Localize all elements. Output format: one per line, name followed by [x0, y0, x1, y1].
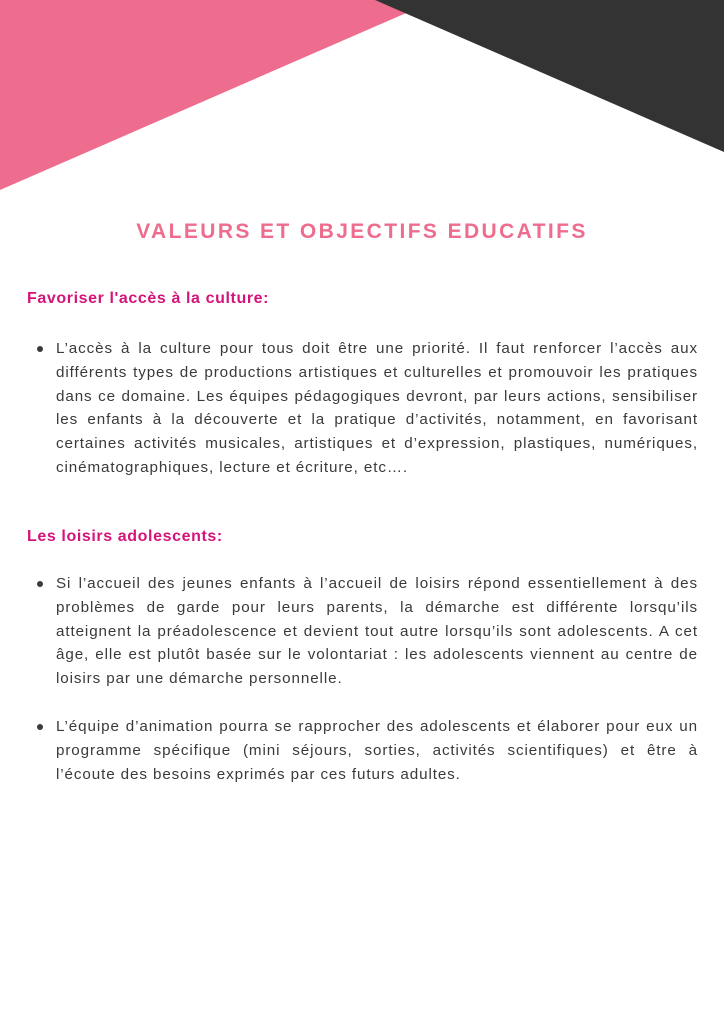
- list-item: [33, 337, 698, 480]
- adolescents-bullet-list: [33, 572, 698, 691]
- bullet-text: L’équipe d’animation pourra se rapprocher des adolescents et élaborer pour eux un programme spécifique (mini séjours, sorties, activités scientifiques) et être à l’écoute des besoins exprimés par ces futurs adultes.: [56, 718, 698, 783]
- pink-triangle-shape: [0, 0, 436, 190]
- bullet-dot-icon: [37, 724, 43, 730]
- culture-bullet-list: [33, 337, 698, 480]
- page-title: VALEURS ET OBJECTIFS EDUCATIFS: [136, 220, 588, 243]
- list-item: [33, 715, 698, 786]
- section-heading-adolescents: Les loisirs adolescents:: [27, 528, 223, 545]
- section-heading-culture: Favoriser l'accès à la culture:: [27, 290, 270, 307]
- bullet-dot-icon: [37, 581, 43, 587]
- header-decoration: [0, 0, 724, 200]
- bullet-text: L’accès à la culture pour tous doit être une priorité. Il faut renforcer l’accès aux différents types de productions artistiques et culturelles et promouvoir les pratiques dans ce domaine. Les équipes pédagogiques devront, par leurs actions, sensibiliser les enfants à la découverte et la pratique d’activités, notamment, en favorisant certaines activités musicales, artistiques et d’expression, plastiques, numériques, cinématographiques, lecture et écriture, etc….: [56, 340, 698, 476]
- bullet-dot-icon: [37, 346, 43, 352]
- dark-triangle-shape: [375, 0, 724, 152]
- list-item: [33, 572, 698, 691]
- bullet-text: Si l’accueil des jeunes enfants à l’accueil de loisirs répond essentiellement à des problèmes de garde pour leurs parents, la démarche est différente lorsqu’ils atteignent la préadolescence et devient tout autre lorsqu’ils sont adolescents. A cet âge, elle est plutôt basée sur le volontariat : les adolescents viennent au centre de loisirs par une démarche personnelle.: [56, 575, 698, 688]
- adolescents-bullet-list-2: [33, 715, 698, 786]
